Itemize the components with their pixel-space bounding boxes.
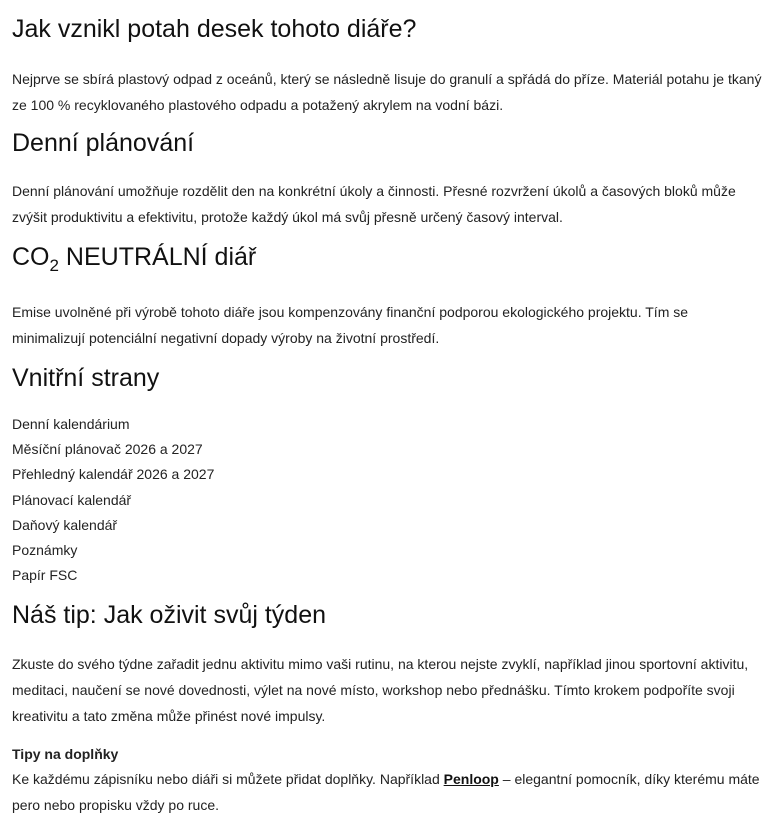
penloop-link[interactable]: Penloop <box>443 771 499 787</box>
accessory-tips-text <box>12 766 762 818</box>
list-item: Daňový kalendář <box>12 516 118 533</box>
section-heading-cover-origin: Jak vznikl potah desek tohoto diáře? <box>12 15 417 43</box>
list-item: Měsíční plánovač 2026 a 2027 <box>12 441 203 458</box>
section-text-weekly-tip: Zkuste do svého týdne zařadit jednu aktivitu mimo vaši rutinu, na kterou nejste zvyklí, například jinou sportovní aktivitu, meditaci, naučení se nové dovednosti, výlet na nové místo, workshop nebo přednášku. Tímto krokem podpoříte svoji kreativitu a tato změna může přinést nové impulsy. <box>12 656 749 724</box>
co2-suffix: NEUTRÁLNÍ diář <box>58 243 257 271</box>
co2-prefix: CO <box>12 243 50 271</box>
co2-subscript: 2 <box>49 256 59 275</box>
inner-pages-list <box>12 412 762 588</box>
tip-text-before: Ke každému zápisníku nebo diáři si můžete přidat doplňky. Například <box>12 771 444 787</box>
subheading-accessory-tips: Tipy na doplňky <box>12 746 119 762</box>
section-heading-daily-planning: Denní plánování <box>12 129 195 157</box>
section-text-co2-neutral: Emise uvolněné při výrobě tohoto diáře jsou kompenzovány finanční podporou ekologického projektu. Tím se minimalizují potenciální negativní dopady výroby na životní prostředí. <box>12 304 689 346</box>
section-heading-co2-neutral <box>12 242 762 275</box>
list-item: Přehledný kalendář 2026 a 2027 <box>12 466 215 483</box>
section-heading-inner-pages: Vnitřní strany <box>12 364 160 392</box>
list-item: Poznámky <box>12 542 78 559</box>
list-item: Papír FSC <box>12 567 78 584</box>
section-heading-weekly-tip: Náš tip: Jak oživit svůj týden <box>12 601 327 629</box>
section-text-daily-planning: Denní plánování umožňuje rozdělit den na konkrétní úkoly a činnosti. Přesné rozvržení úkolů a časových bloků může zvýšit produktivitu a efektivitu, protože každý úkol má svůj přesně určený časový interval. <box>12 183 736 225</box>
list-item: Plánovací kalendář <box>12 491 132 508</box>
list-item: Denní kalendárium <box>12 416 130 432</box>
tip-text-after: – elegantní pomocník, díky kterému máte pero nebo propisku vždy po ruce. <box>12 771 760 813</box>
section-text-cover-origin: Nejprve se sbírá plastový odpad z oceánů, který se následně lisuje do granulí a spřádá do příze. Materiál potahu je tkaný ze 100 % recyklovaného plastového odpadu a potažený akrylem na vodní bázi. <box>12 71 762 113</box>
